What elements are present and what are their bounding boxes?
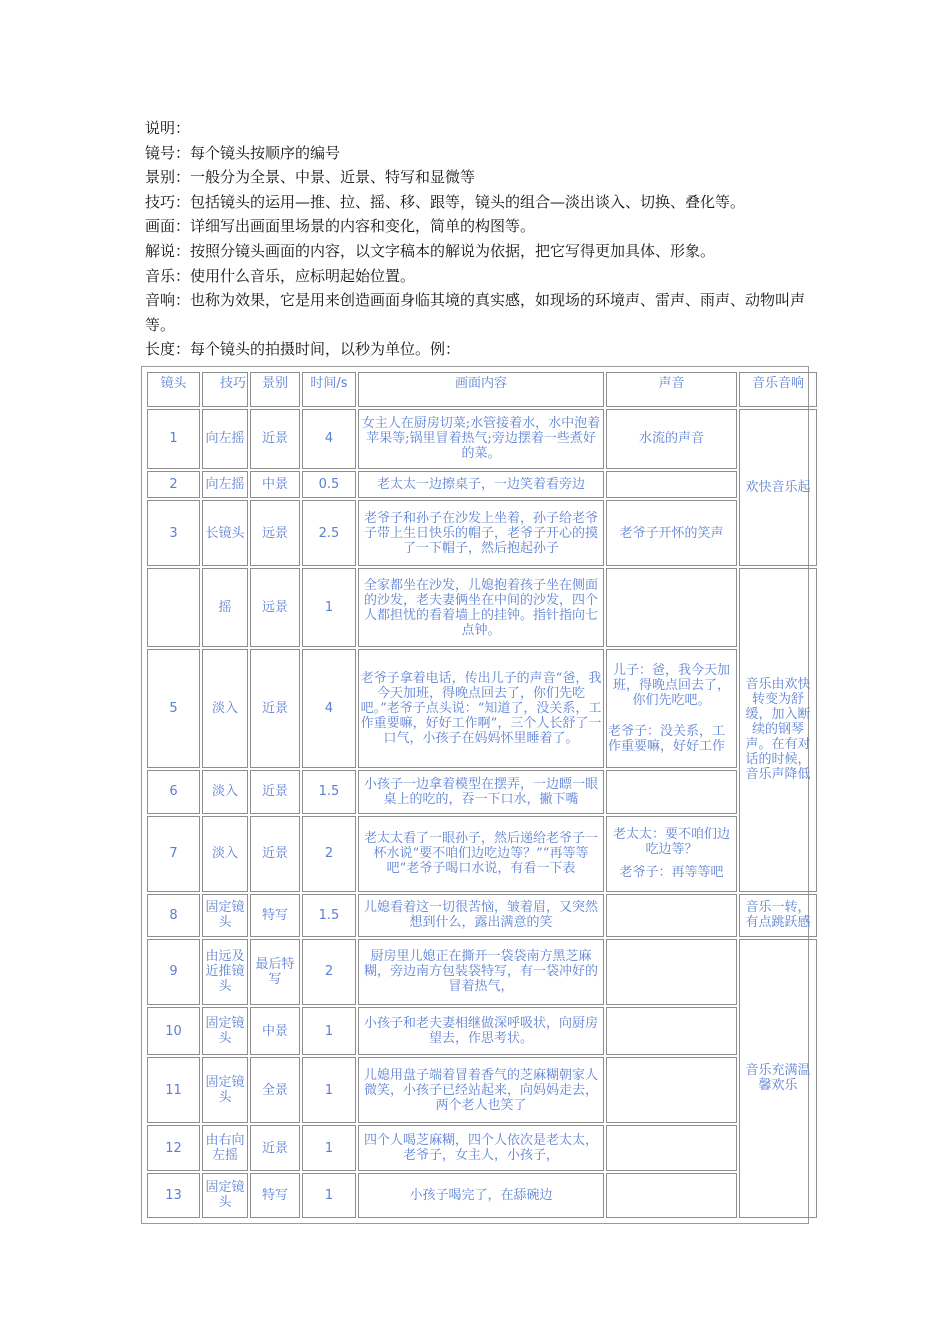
content-cell: 小孩子喝完了，在舔碗边 (358, 1173, 604, 1218)
note-shot-number: 镜号：每个镜头按顺序的编号 (145, 143, 341, 162)
table-row (147, 939, 817, 1005)
note-music: 音乐：使用什么音乐，应标明起始位置。 (145, 266, 416, 285)
dialogue-grandpa: 老爷子：再等等吧 (619, 865, 724, 881)
note-scale: 景别：一般分为全景、中景、近景、特写和显微等 (145, 168, 476, 187)
time-cell: 0.5 (302, 471, 356, 498)
table-row (147, 894, 817, 937)
scale-cell: 特写 (250, 1173, 300, 1218)
time-cell: 2 (302, 939, 356, 1005)
time-cell: 1.5 (302, 894, 356, 937)
table-row (147, 1173, 817, 1218)
technique-cell: 固定镜头 (202, 1057, 248, 1123)
table-row (147, 770, 817, 814)
scale-cell: 全景 (250, 1057, 300, 1123)
content-cell: 老太太一边擦桌子，一边笑着看旁边 (358, 471, 604, 498)
sound-cell (606, 1057, 737, 1123)
time-cell: 1 (302, 1125, 356, 1170)
table-row (147, 471, 817, 498)
time-cell: 4 (302, 409, 356, 469)
shot-number: 12 (147, 1125, 200, 1170)
header-shot: 镜头 (147, 372, 200, 407)
scale-cell: 中景 (250, 471, 300, 498)
header-time: 时间/s (302, 372, 356, 407)
header-content: 画面内容 (358, 372, 604, 407)
header-technique: 技巧 (202, 372, 248, 407)
header-row (147, 372, 817, 407)
time-cell: 1 (302, 1057, 356, 1123)
storyboard-table (145, 370, 819, 1220)
note-picture: 画面：详细写出画面里场景的内容和变化，简单的构图等。 (145, 217, 536, 236)
note-sound-effects: 音响：也称为效果，它是用来创造画面身临其境的真实感，如现场的环境声、雷声、雨声、动物叫声等。 (145, 291, 806, 334)
scale-cell: 近景 (250, 409, 300, 469)
scale-cell: 最后特写 (250, 939, 300, 1005)
time-cell: 1 (302, 1173, 356, 1218)
note-length: 长度：每个镜头的拍摄时间，以秒为单位。例： (145, 340, 461, 359)
shot-number: 7 (147, 816, 200, 892)
scale-cell: 特写 (250, 894, 300, 937)
content-cell: 女主人在厨房切菜;水管接着水，水中泡着苹果等;锅里冒着热气;旁边摆着一些煮好的菜。 (358, 409, 604, 469)
technique-cell: 由远及近推镜头 (202, 939, 248, 1005)
scale-cell: 近景 (250, 649, 300, 768)
table-row (147, 1057, 817, 1123)
sound-cell (606, 1173, 737, 1218)
note-technique: 技巧：包括镜头的运用—推、拉、摇、移、跟等，镜头的组合—淡出谈入、切换、叠化等。 (145, 192, 746, 211)
content-cell: 老爷子和孙子在沙发上坐着，孙子给老爷子带上生日快乐的帽子，老爷子开心的摸了一下帽子，然后抱起孙子 (358, 500, 604, 566)
scale-cell: 近景 (250, 816, 300, 892)
table-row (147, 409, 817, 469)
sound-cell (606, 894, 737, 937)
time-cell: 2 (302, 816, 356, 892)
header-music: 音乐音响 (739, 372, 817, 407)
sound-cell: 水流的声音 (606, 409, 737, 469)
instructions (145, 116, 813, 362)
header-sound: 声音 (606, 372, 737, 407)
shot-number: 3 (147, 500, 200, 566)
content-cell: 全家都坐在沙发，儿媳抱着孩子坐在侧面的沙发，老夫妻俩坐在中间的沙发，四个人都担忧的看着墙上的挂钟。指针指向七点钟。 (358, 568, 604, 647)
technique-cell: 淡入 (202, 649, 248, 768)
time-cell: 2.5 (302, 500, 356, 566)
shot-number: 6 (147, 770, 200, 814)
content-cell: 小孩子和老夫妻相继做深呼吸状，向厨房望去，作思考状。 (358, 1007, 604, 1055)
content-cell: 儿媳用盘子端着冒着香气的芝麻糊朝家人微笑，小孩子已经站起来，向妈妈走去，两个老人也笑了 (358, 1057, 604, 1123)
table-row (147, 1007, 817, 1055)
dialogue-grandma: 老太太：要不咱们边吃边等？ (612, 827, 730, 858)
note-narration: 解说：按照分镜头画面的内容，以文字稿本的解说为依据，把它写得更加具体、形象。 (145, 241, 716, 260)
sound-cell (606, 568, 737, 647)
content-cell: 小孩子一边拿着模型在摆弄，一边瞟一眼桌上的吃的，吞一下口水，撇下嘴 (358, 770, 604, 814)
time-cell: 1.5 (302, 770, 356, 814)
storyboard-table-frame (141, 366, 809, 1224)
shot-number: 11 (147, 1057, 200, 1123)
dialogue-grandpa: 老爷子：没关系，工作重要嘛，好好工作 (608, 723, 726, 754)
sound-cell (606, 939, 737, 1005)
time-cell: 1 (302, 568, 356, 647)
music-cell: 欢快音乐起 (739, 409, 817, 566)
table-row (147, 1125, 817, 1170)
scale-cell: 近景 (250, 770, 300, 814)
sound-cell (606, 816, 737, 892)
technique-cell: 固定镜头 (202, 894, 248, 937)
sound-cell (606, 770, 737, 814)
technique-cell: 淡入 (202, 816, 248, 892)
technique-cell: 向左摇 (202, 409, 248, 469)
scale-cell: 远景 (250, 568, 300, 647)
sound-cell (606, 1007, 737, 1055)
scale-cell: 远景 (250, 500, 300, 566)
sound-cell: 老爷子开怀的笑声 (606, 500, 737, 566)
notes-heading: 说明： (145, 119, 191, 137)
technique-cell: 固定镜头 (202, 1173, 248, 1218)
time-cell: 4 (302, 649, 356, 768)
time-cell: 1 (302, 1007, 356, 1055)
shot-number: 1 (147, 409, 200, 469)
shot-number (147, 568, 200, 647)
shot-number: 2 (147, 471, 200, 498)
content-cell: 四个人喝芝麻糊，四个人依次是老太太，老爷子，女主人，小孩子， (358, 1125, 604, 1170)
sound-cell (606, 649, 737, 768)
shot-number: 8 (147, 894, 200, 937)
technique-cell: 长镜头 (202, 500, 248, 566)
technique-cell: 摇 (202, 568, 248, 647)
table-row (147, 568, 817, 647)
shot-number: 10 (147, 1007, 200, 1055)
music-cell: 音乐一转，有点跳跃感 (739, 894, 817, 937)
content-cell: 老爷子拿着电话，传出儿子的声音“爸，我今天加班，得晚点回去了，你们先吃吧。”老爷子点头说：“知道了，没关系，工作重要嘛，好好工作啊”，三个人长舒了一口气，小孩子在妈妈怀里睡着了。 (358, 649, 604, 768)
shot-number: 5 (147, 649, 200, 768)
technique-cell: 由右向左摇 (202, 1125, 248, 1170)
technique-cell: 淡入 (202, 770, 248, 814)
content-cell: 老太太看了一眼孙子，然后递给老爷子一杯水说“要不咱们边吃边等？”“再等等吧”老爷子喝口水说，有看一下表 (358, 816, 604, 892)
music-cell: 音乐充满温馨欢乐 (739, 939, 817, 1218)
scale-cell: 近景 (250, 1125, 300, 1170)
table-row (147, 500, 817, 566)
shot-number: 9 (147, 939, 200, 1005)
technique-cell: 向左摇 (202, 471, 248, 498)
technique-cell: 固定镜头 (202, 1007, 248, 1055)
dialogue-son: 儿子：爸，我今天加班，得晚点回去了，你们先吃吧。 (612, 662, 730, 708)
content-cell: 厨房里儿媳正在撕开一袋袋南方黑芝麻糊，旁边南方包装袋特写，有一袋冲好的冒着热气， (358, 939, 604, 1005)
table-row (147, 816, 817, 892)
shot-number: 13 (147, 1173, 200, 1218)
sound-cell (606, 471, 737, 498)
content-cell: 儿媳看着这一切很苦恼，皱着眉，又突然想到什么，露出满意的笑 (358, 894, 604, 937)
header-scale: 景别 (250, 372, 300, 407)
table-row (147, 649, 817, 768)
scale-cell: 中景 (250, 1007, 300, 1055)
sound-cell (606, 1125, 737, 1170)
music-cell: 音乐由欢快转变为舒缓，加入断续的钢琴声。在有对话的时候，音乐声降低 (739, 568, 817, 891)
